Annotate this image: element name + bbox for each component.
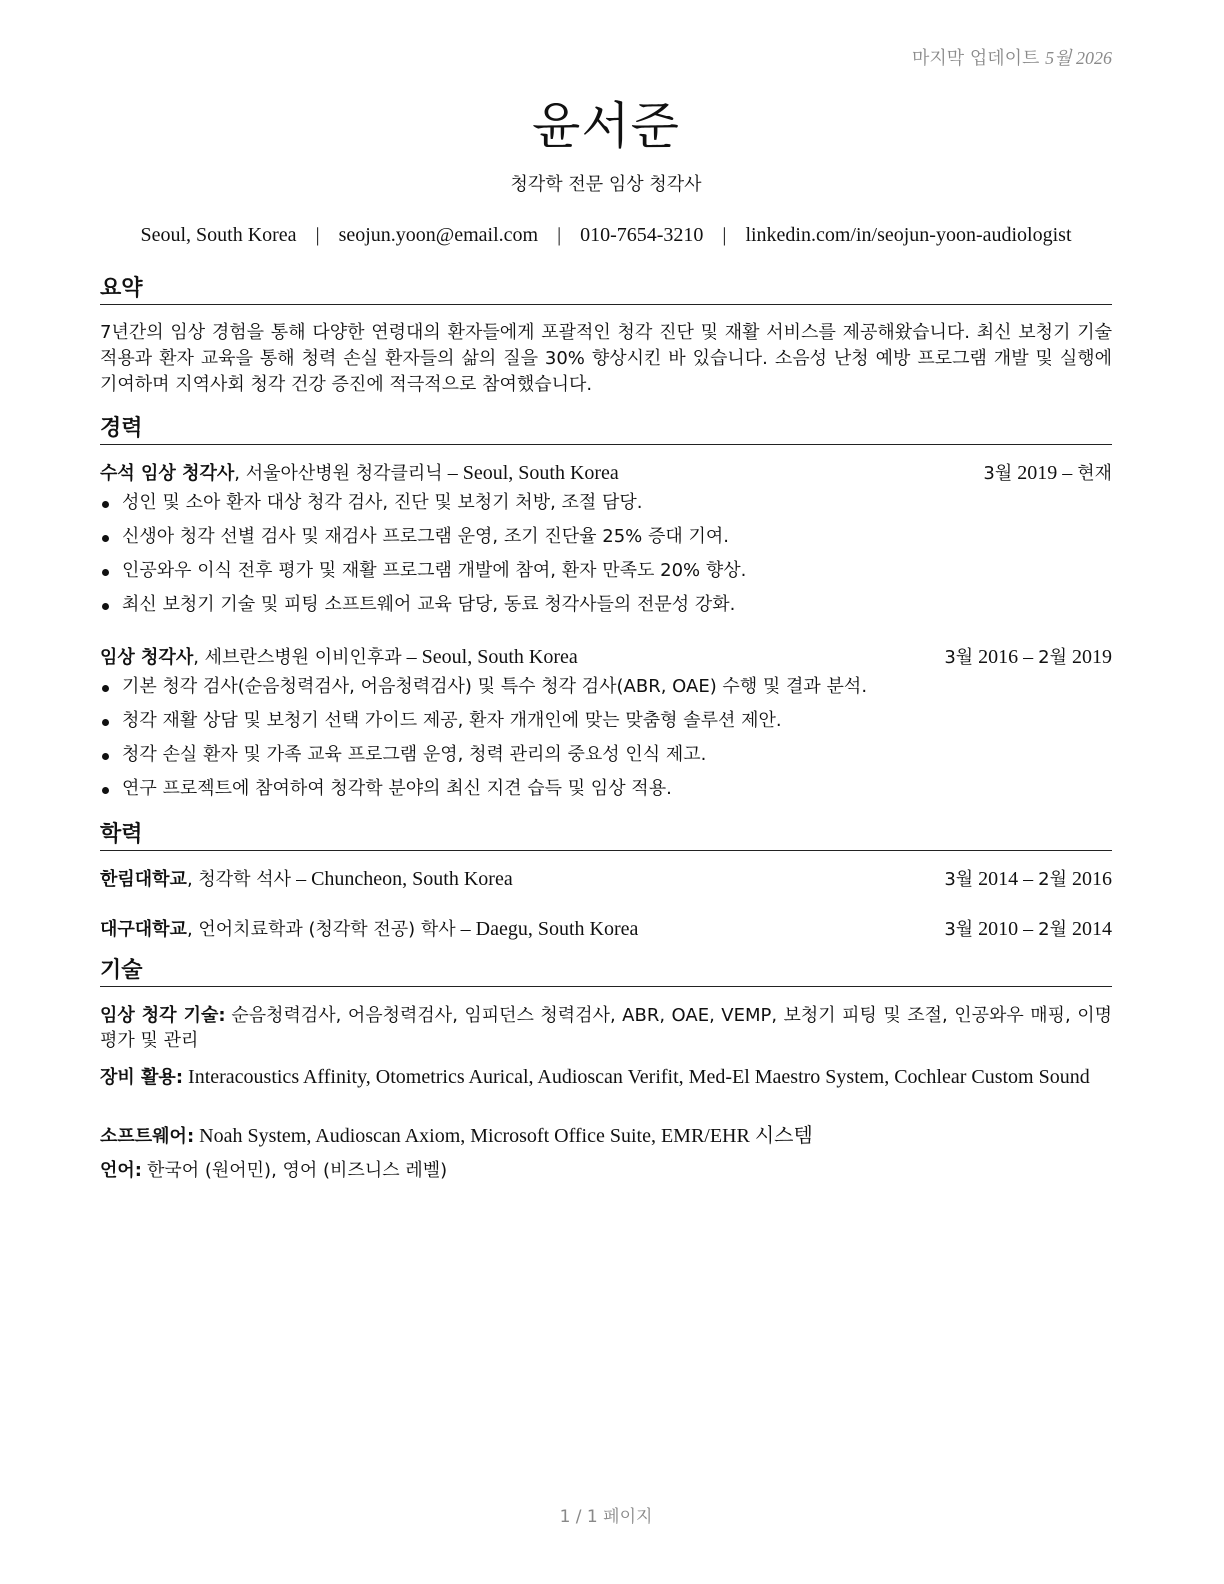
job-role: 임상 청각사 xyxy=(100,647,194,668)
section-title-education: 학력 xyxy=(100,822,1112,851)
job-dates: 3월 2016 – 2월 2019 xyxy=(944,646,1112,668)
skill-label: 소프트웨어: xyxy=(100,1126,195,1147)
school-location: Chuncheon, South Korea xyxy=(311,868,513,890)
skill-label: 임상 청각 기술: xyxy=(100,1005,226,1026)
resume-page xyxy=(100,0,1112,1584)
updated-date: 5월 2026 xyxy=(1045,48,1112,68)
skill-row-languages xyxy=(100,1158,1112,1183)
skill-value: Interacoustics Affinity, Otometrics Aurical, Audioscan Verifit, Med-El Maestro System, Cochlear Custom Sound xyxy=(188,1066,1090,1088)
list-item: 성인 및 소아 환자 대상 청각 검사, 진단 및 보청기 처방, 조절 담당. xyxy=(100,490,1112,524)
job-header: 임상 청각사, 세브란스병원 이비인후과 – Seoul, South Korea 3월 2016 – 2월 2019 xyxy=(100,644,1112,671)
contact-separator: | xyxy=(315,224,320,246)
section-title-experience: 경력 xyxy=(100,416,1112,445)
contact-separator: | xyxy=(722,224,727,246)
job-bullets xyxy=(100,674,1112,810)
job-dates: 3월 2019 – 현재 xyxy=(983,462,1112,484)
skill-row-equipment xyxy=(100,1065,1112,1090)
list-item: 청각 재활 상담 및 보청기 선택 가이드 제공, 환자 개개인에 맞는 맞춤형 솔루션 제안. xyxy=(100,708,1112,742)
list-item: 청각 손실 환자 및 가족 교육 프로그램 운영, 청력 관리의 중요성 인식 제고. xyxy=(100,742,1112,776)
job-header: 수석 임상 청각사, 서울아산병원 청각클리닉 – Seoul, South Korea 3월 2019 – 현재 xyxy=(100,460,1112,487)
skill-label: 언어: xyxy=(100,1160,142,1181)
education-dates: 3월 2014 – 2월 2016 xyxy=(944,868,1112,890)
page-number: 1 / 1 페이지 xyxy=(559,1507,653,1527)
list-item: 기본 청각 검사(순음청력검사, 어음청력검사) 및 특수 청각 검사(ABR, OAE) 수행 및 결과 분석. xyxy=(100,674,1112,708)
summary-text: 7년간의 임상 경험을 통해 다양한 연령대의 환자들에게 포괄적인 청각 진단 및 재활 서비스를 제공해왔습니다. 최신 보청기 기술 적용과 환자 교육을 통해 청력 손실 환자들의 삶의 질을 30% 향상시킨 바 있습니다. 소음성 난청 예방 프로그램 개발 및 실행에 기여하며 지역사회 청각 건강 증진에 적극적으로 참여했습니다. xyxy=(100,322,1112,395)
list-item: 연구 프로젝트에 참여하여 청각학 분야의 최신 지견 습득 및 임상 적용. xyxy=(100,776,1112,810)
section-title-summary: 요약 xyxy=(100,276,1112,305)
degree: 청각학 석사 xyxy=(198,869,292,890)
contact-linkedin[interactable]: linkedin.com/in/seojun-yoon-audiologist xyxy=(745,224,1072,246)
skill-value: 순음청력검사, 어음청력검사, 임피던스 청력검사, ABR, OAE, VEMP, 보청기 피팅 및 조절, 인공와우 매핑, 이명 평가 및 관리 xyxy=(100,1005,1113,1051)
school-name: 대구대학교 xyxy=(100,919,187,940)
last-updated xyxy=(912,44,1112,70)
education-row: 대구대학교, 언어치료학과 (청각학 전공) 학사 – Daegu, South Korea 3월 2010 – 2월 2014 xyxy=(100,916,1112,943)
job-org: 세브란스병원 이비인후과 xyxy=(204,647,402,668)
school-name: 한림대학교 xyxy=(100,869,187,890)
degree: 언어치료학과 (청각학 전공) 학사 xyxy=(198,919,456,940)
skill-value: 한국어 (원어민), 영어 (비즈니스 레벨) xyxy=(146,1160,448,1181)
education-row: 한림대학교, 청각학 석사 – Chuncheon, South Korea 3월 2014 – 2월 2016 xyxy=(100,866,1112,893)
list-item: 신생아 청각 선별 검사 및 재검사 프로그램 운영, 조기 진단율 25% 증대 기여. xyxy=(100,524,1112,558)
updated-prefix: 마지막 업데이트 xyxy=(911,48,1040,69)
candidate-name: 윤서준 xyxy=(532,97,680,155)
section-title-skills: 기술 xyxy=(100,958,1112,987)
job-bullets xyxy=(100,490,1112,626)
contact-line xyxy=(100,224,1112,247)
skill-row-software xyxy=(100,1124,1112,1149)
contact-phone: 010-7654-3210 xyxy=(580,224,704,246)
list-item: 인공와우 이식 전후 평가 및 재활 프로그램 개발에 참여, 환자 만족도 20% 향상. xyxy=(100,558,1112,592)
candidate-tagline: 청각학 전문 임상 청각사 xyxy=(510,174,702,195)
job-org: 서울아산병원 청각클리닉 xyxy=(245,463,443,484)
skill-row-clinical xyxy=(100,1003,1112,1053)
job-location: Seoul, South Korea xyxy=(421,646,578,668)
contact-separator: | xyxy=(557,224,562,246)
job-role: 수석 임상 청각사 xyxy=(100,463,235,484)
school-location: Daegu, South Korea xyxy=(475,918,639,940)
contact-location: Seoul, South Korea xyxy=(140,224,297,246)
skill-label: 장비 활용: xyxy=(100,1067,184,1088)
education-dates: 3월 2010 – 2월 2014 xyxy=(944,918,1112,940)
job-location: Seoul, South Korea xyxy=(462,462,619,484)
list-item: 최신 보청기 기술 및 피팅 소프트웨어 교육 담당, 동료 청각사들의 전문성 강화. xyxy=(100,592,1112,626)
contact-email[interactable]: seojun.yoon@email.com xyxy=(338,224,539,246)
skill-value: Noah System, Audioscan Axiom, Microsoft Office Suite, EMR/EHR 시스템 xyxy=(199,1125,813,1147)
